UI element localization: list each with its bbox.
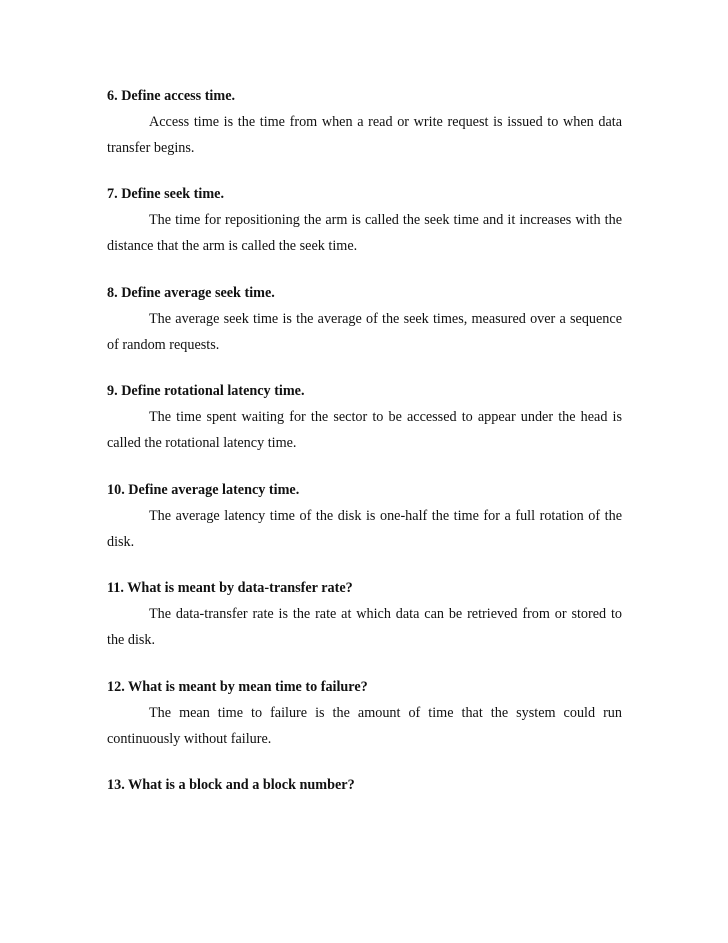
answer-text: The average seek time is the average of the seek times, measured over a sequence of random requests.	[107, 311, 622, 353]
question-heading: 8. Define average seek time.	[107, 285, 275, 301]
answer-text: The mean time to failure is the amount of time that the system could run continuously without failure.	[107, 705, 622, 747]
question-heading: 7. Define seek time.	[107, 186, 225, 202]
qa-item-8	[107, 282, 622, 358]
question-heading: 11. What is meant by data-transfer rate?	[107, 580, 353, 596]
question-heading: 10. Define average latency time.	[107, 482, 300, 498]
qa-item-6	[107, 85, 622, 161]
answer-text: The average latency time of the disk is one-half the time for a full rotation of the disk.	[107, 508, 622, 550]
qa-item-7	[107, 183, 622, 259]
question-heading: 13. What is a block and a block number?	[107, 777, 355, 793]
qa-item-12	[107, 676, 622, 752]
answer-text: The time spent waiting for the sector to be accessed to appear under the head is called the rotational latency time.	[107, 409, 622, 451]
qa-item-11	[107, 577, 622, 653]
answer-text: The time for repositioning the arm is called the seek time and it increases with the distance that the arm is called the seek time.	[107, 212, 622, 254]
answer-text: Access time is the time from when a read or write request is issued to when data transfer begins.	[107, 114, 622, 156]
qa-item-13	[107, 774, 622, 796]
question-heading: 12. What is meant by mean time to failure?	[107, 679, 368, 695]
qa-item-10	[107, 479, 622, 555]
question-heading: 6. Define access time.	[107, 88, 236, 104]
answer-text: The data-transfer rate is the rate at which data can be retrieved from or stored to the disk.	[107, 606, 622, 648]
question-heading: 9. Define rotational latency time.	[107, 383, 305, 399]
qa-item-9	[107, 380, 622, 456]
